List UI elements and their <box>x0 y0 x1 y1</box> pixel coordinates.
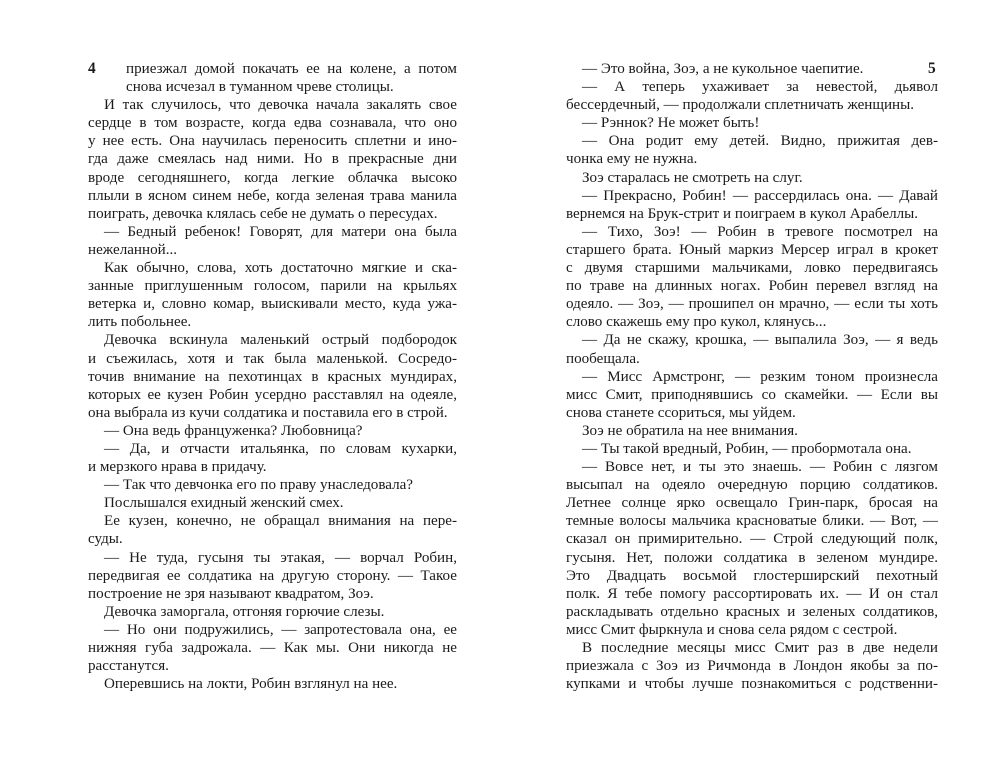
text-line: темные волосы мальчика красноватые блики. — Вот, — <box>566 513 938 530</box>
text-line: нежеланной... <box>88 241 178 258</box>
text-line: точив внимание на пехотинцах в красных мундирах, <box>88 368 457 385</box>
text-line: Ее кузен, конечно, не обращал внимания на пере- <box>104 513 457 530</box>
text-line: слово скажешь ему про кукол, клянусь... <box>566 314 827 331</box>
text-line: поиграть, девочка клялась себе не думать о пересудах. <box>88 205 438 222</box>
text-line: Послышался ехидный женский смех. <box>104 495 344 512</box>
text-line: бессердечный, — продолжали сплетничать женщины. <box>566 97 915 114</box>
text-line: Девочка вскинула маленький острый подбородок <box>104 332 457 349</box>
text-line: Это Двадцать восьмой глостерширский пехотный <box>566 567 938 584</box>
text-line: мисс Смит фыркнула и снова села рядом с сестрой. <box>566 621 898 638</box>
text-line: — Да не скажу, крошка, — выпалила Зоэ, — я ведь <box>582 332 938 349</box>
text-line: Летнее солнце ярко освещало Грин-парк, бросая на <box>566 495 938 512</box>
text-line: нижняя губа задрожала. — Как мы. Они никогда не <box>88 640 457 656</box>
text-line: вернемся на Брук-стрит и поиграем в кукол Арабеллы. <box>566 205 919 222</box>
text-line: приезжала с Зоэ из Ричмонда в Лондон якобы за по- <box>566 658 938 675</box>
text-line: Оперевшись на локти, Робин взглянул на нее. <box>104 676 398 693</box>
text-line: купками и чтобы лучше познакомиться с родственни- <box>566 676 938 693</box>
text-line: плыли в ясном синем небе, когда зеленая трава манила <box>88 187 457 204</box>
page-number-right: 5 <box>928 60 936 77</box>
text-line: ветерка и, словно комар, выискивали место, куда ужа- <box>88 296 457 313</box>
text-line: занные приглушенным голосом, парили на крыльях <box>88 278 457 295</box>
text-line: — Она ведь француженка? Любовница? <box>104 422 363 439</box>
text-line: — Прекрасно, Робин! — рассердилась она. — Давай <box>582 187 938 204</box>
text-line: пообещала. <box>566 350 640 367</box>
text-line: раскладывать отдельно красных и зеленых солдатиков, <box>566 603 938 620</box>
text-line: снова исчезал в туманном чреве столицы. <box>126 79 394 96</box>
text-line: сказал он примирительно. — Строй следующий полк, <box>566 531 938 548</box>
text-line: которых ее кузен Робин усердно расставлял на одеяле, <box>88 386 457 403</box>
page-number-left: 4 <box>88 60 96 77</box>
text-line: передвигая ее солдатика на другую сторону. — Такое <box>88 567 457 584</box>
text-line: Зоэ старалась не смотреть на слуг. <box>582 169 803 186</box>
text-line: одеяло. — Зоэ, — прошипел он мрачно, — если ты хоть <box>566 296 938 313</box>
text-line: построение не зря называют квадратом, Зоэ. <box>88 585 374 602</box>
text-line: снова станете ссориться, мы уйдем. <box>566 404 796 421</box>
text-line: — Так что девчонка его по праву унаследовала? <box>104 477 414 494</box>
text-line: гда даже смеялась над ними. Но в прекрасные дни <box>88 151 457 168</box>
text-line: — Не туда, гусыня ты этакая, — ворчал Робин, <box>104 549 457 566</box>
text-line: — Бедный ребенок! Говорят, для матери она была <box>104 223 457 240</box>
text-line: — Это война, Зоэ, а не кукольное чаепитие. <box>582 61 864 77</box>
text-line: — Рэннок? Не может быть! <box>582 115 760 132</box>
text-line: И так случилось, что девочка начала закалять свое <box>104 97 457 114</box>
text-line: лить побольнее. <box>88 314 192 331</box>
text-line: по траве на длинных ногах. Робин перевел взгляд на <box>566 278 938 295</box>
text-line: суды. <box>88 531 123 548</box>
text-line: Девочка заморгала, отгоняя горючие слезы. <box>104 603 385 620</box>
text-line: высыпал на одеяло очередную порцию солдатиков. <box>566 477 938 494</box>
text-line: мисс Смит, приподнявшись со скамейки. — Если вы <box>566 386 938 403</box>
right-page-body <box>566 60 938 693</box>
text-line: Зоэ не обратила на нее внимания. <box>582 422 798 439</box>
text-line: — Тихо, Зоэ! — Робин в тревоге посмотрел на <box>582 223 938 240</box>
text-line: и мерзкого нрава в придачу. <box>88 459 267 476</box>
text-line: — А теперь ухаживает за невестой, дьявол <box>582 79 938 96</box>
text-line: расстанутся. <box>88 658 169 675</box>
text-line: у нее есть. Она научилась переносить сплетни и ино- <box>88 133 457 150</box>
text-line: гусыня. Нет, положи солдатика в зеленом мундире. <box>566 549 938 566</box>
text-line: и съежилась, хотя и так была маленькой. Сосредо- <box>88 350 457 367</box>
text-line: — Она родит ему детей. Видно, прижитая дев- <box>582 133 938 150</box>
text-line: — Ты такой вредный, Робин, — пробормотала она. <box>582 440 912 457</box>
text-line: — Да, и отчасти итальянка, по словам кухарки, <box>104 440 457 457</box>
left-page-body <box>88 60 457 693</box>
text-line: полк. Я тебе помогу рассортировать их. — И он стал <box>566 585 938 602</box>
text-line: чонка ему не нужна. <box>566 151 698 168</box>
text-line: сердце в том возрасте, когда едва сознавала, что оно <box>88 115 457 132</box>
text-line: она выбрала из кучи солдатика и поставила его в строй. <box>88 404 448 421</box>
text-line: с двумя старшими мальчиками, ловко передвигаясь <box>566 260 938 277</box>
text-line: — Мисс Армстронг, — резким тоном произнесла <box>582 368 938 385</box>
text-line: вроде сегодняшнего, когда легкие облачка высоко <box>88 169 457 186</box>
text-line: — Вовсе нет, и ты это знаешь. — Робин с лязгом <box>582 459 938 476</box>
text-line: — Но они подружились, — запротестовала она, ее <box>104 621 457 638</box>
text-line: приезжал домой покачать ее на колене, а потом <box>126 61 457 77</box>
text-line: В последние месяцы мисс Смит раз в две недели <box>582 640 938 656</box>
text-line: старшего брата. Юный маркиз Мерсер играл в крокет <box>566 241 938 258</box>
text-line: Как обычно, слова, хоть достаточно мягкие и ска- <box>104 260 457 277</box>
